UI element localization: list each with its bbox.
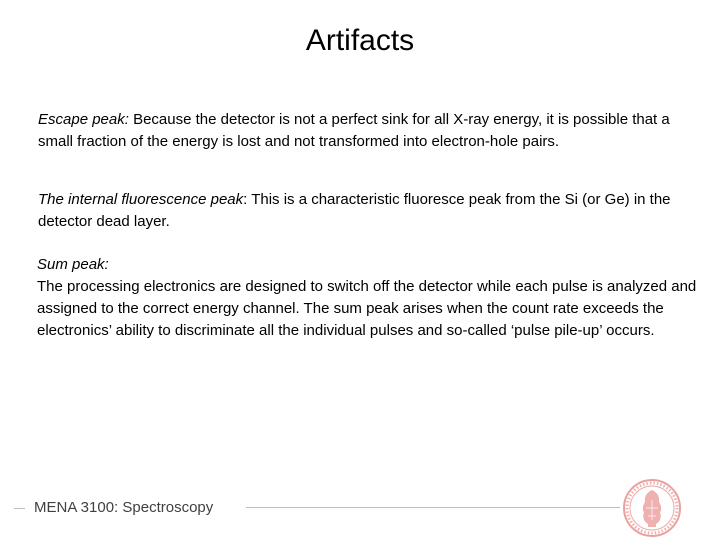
footer-course-label: MENA 3100: Spectroscopy	[34, 499, 214, 516]
internal-fluorescence-text: : This is a characteristic fluoresce peak from the Si (or Ge) in the detector dead layer.	[38, 191, 671, 230]
escape-peak-paragraph	[38, 109, 698, 153]
internal-fluorescence-term: The internal fluorescence peak	[38, 191, 244, 208]
footer-rule-right	[246, 507, 620, 508]
sum-peak-term: Sum peak:	[37, 256, 109, 273]
slide-title: Artifacts	[305, 24, 415, 57]
footer-rule-left	[14, 508, 25, 509]
escape-peak-text: Because the detector is not a perfect sink for all X-ray energy, it is possible that a small fraction of the energy is lost and not transformed into electron-hole pairs.	[38, 111, 670, 150]
university-seal-icon	[622, 478, 682, 538]
sum-peak-text: The processing electronics are designed to switch off the detector while each pulse is analyzed and assigned to the correct energy channel. The sum peak arises when the count rate exceeds the electronics’ ability to discriminate all the individual pulses and so-called ‘pulse pile-up’ occurs.	[37, 278, 697, 339]
escape-peak-term: Escape peak:	[38, 111, 129, 128]
sum-peak-paragraph	[37, 254, 697, 342]
internal-fluorescence-paragraph	[38, 189, 698, 233]
